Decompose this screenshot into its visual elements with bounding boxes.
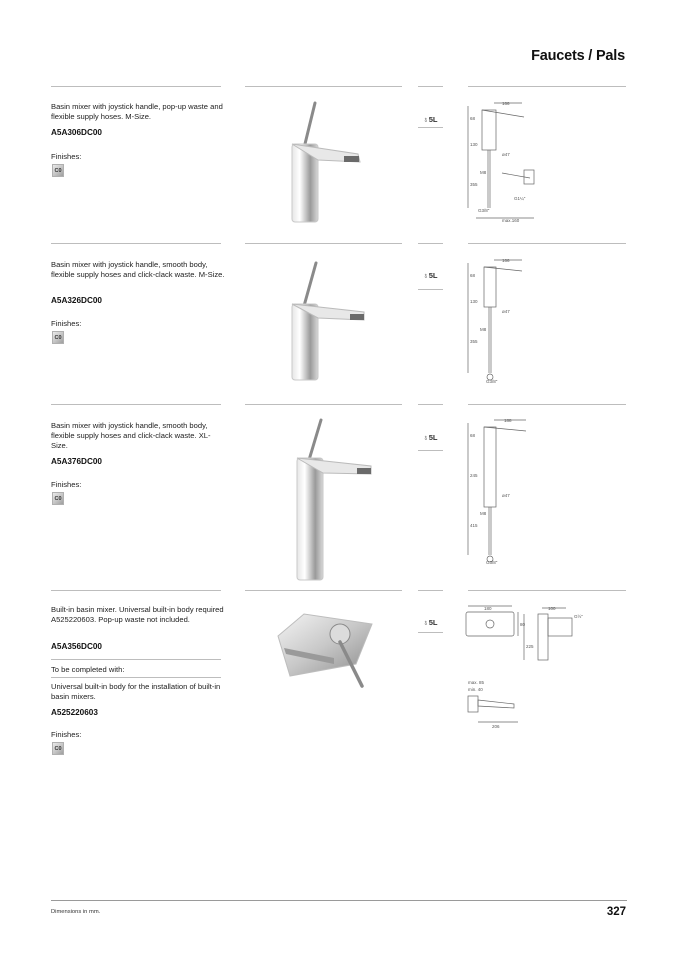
technical-drawing (462, 255, 572, 385)
section-divider (245, 243, 402, 244)
spout-outlet (344, 156, 359, 162)
finish-swatch[interactable]: C0 (52, 164, 64, 177)
product-photo (285, 418, 380, 583)
product-description: Built-in basin mixer. Universal built-in body required A525220603. Pop-up waste not included. (51, 605, 224, 624)
section-divider (51, 86, 221, 87)
svg-text:max.160: max.160 (502, 218, 520, 223)
finish-swatch[interactable]: C0 (52, 742, 64, 755)
svg-text:355: 355 (470, 182, 478, 187)
flow-icon: ♁ (423, 433, 429, 442)
product-description: Basin mixer with joystick handle, pop-up waste and flexible supply hoses. M-Size. (51, 102, 223, 121)
page-number: 327 (606, 906, 626, 918)
complement-description: Universal built-in body for the installation of built-in basin mixers. (51, 682, 221, 701)
finish-swatch[interactable]: C0 (52, 331, 64, 344)
svg-text:166: 166 (502, 101, 510, 106)
badge-divider (418, 632, 443, 633)
svg-text:G3/8": G3/8" (478, 208, 490, 213)
footer-note: Dimensions in mm. (51, 909, 101, 915)
product-code: A5A306DC00 (51, 128, 102, 137)
product-description: Basin mixer with joystick handle, smooth body, flexible supply hoses and click-clack waste. M-Size. (51, 260, 225, 279)
svg-text:M8: M8 (480, 170, 487, 175)
svg-text:68: 68 (470, 116, 476, 121)
svg-text:166: 166 (502, 258, 510, 263)
product-description: Basin mixer with joystick handle, smooth body, flexible supply hoses and click-clack waste. XL-Size. (51, 421, 211, 450)
finish-swatch[interactable]: C0 (52, 492, 64, 505)
section-divider (418, 404, 443, 405)
svg-text:G3/8": G3/8" (486, 379, 498, 384)
complement-code: A525220603 (51, 708, 98, 717)
svg-text:80: 80 (520, 622, 526, 627)
svg-text:G1¼": G1¼" (514, 196, 526, 201)
svg-text:M8: M8 (480, 511, 487, 516)
finishes-label: Finishes: (51, 319, 82, 328)
svg-text:M8: M8 (480, 327, 487, 332)
svg-text:188: 188 (504, 418, 512, 423)
badge-divider (418, 450, 443, 451)
svg-text:130: 130 (470, 142, 478, 147)
svg-text:G3/8": G3/8" (486, 560, 498, 565)
svg-text:68: 68 (470, 433, 476, 438)
product-photo (280, 100, 370, 230)
wall-plate (278, 614, 372, 676)
product-code: A5A356DC00 (51, 642, 102, 651)
flow-rate-badge: ♁5L (423, 115, 438, 124)
svg-text:G½": G½" (574, 614, 583, 619)
technical-drawing (462, 415, 572, 565)
svg-text:130: 130 (470, 299, 478, 304)
svg-text:max. 85: max. 85 (468, 680, 485, 685)
flow-icon: ♁ (423, 271, 429, 280)
section-divider (51, 659, 221, 660)
svg-text:355: 355 (470, 339, 478, 344)
faucet-body (297, 458, 323, 580)
joystick-handle (304, 103, 315, 148)
footer-divider (51, 900, 627, 901)
technical-drawing (462, 98, 572, 233)
svg-text:min. 40: min. 40 (468, 687, 483, 692)
section-divider (468, 404, 626, 405)
complement-title: To be completed with: (51, 665, 125, 674)
section-divider (51, 677, 221, 678)
svg-text:ø47: ø47 (502, 152, 510, 157)
flow-icon: ♁ (423, 618, 429, 627)
svg-text:68: 68 (470, 273, 476, 278)
badge-divider (418, 127, 443, 128)
flow-rate-badge: ♁5L (423, 271, 438, 280)
flow-icon: ♁ (423, 115, 429, 124)
svg-text:245: 245 (470, 473, 478, 478)
page-title: Faucets / Pals (531, 48, 625, 64)
product-code: A5A326DC00 (51, 296, 102, 305)
product-code: A5A376DC00 (51, 457, 102, 466)
svg-text:100: 100 (548, 606, 556, 611)
svg-text:180: 180 (484, 606, 492, 611)
section-divider (418, 243, 443, 244)
badge-divider (418, 289, 443, 290)
section-divider (418, 86, 443, 87)
section-divider (51, 404, 221, 405)
finishes-label: Finishes: (51, 152, 82, 161)
svg-text:ø47: ø47 (502, 309, 510, 314)
section-divider (51, 590, 221, 591)
section-divider (51, 243, 221, 244)
section-divider (245, 404, 402, 405)
flow-rate-badge: ♁5L (423, 433, 438, 442)
finishes-label: Finishes: (51, 480, 82, 489)
section-divider (468, 243, 626, 244)
section-divider (418, 590, 443, 591)
product-photo (270, 608, 380, 693)
technical-drawing (462, 600, 597, 740)
section-divider (245, 590, 402, 591)
svg-text:206: 206 (492, 724, 500, 729)
product-photo (280, 260, 370, 385)
finishes-label: Finishes: (51, 730, 82, 739)
section-divider (468, 86, 626, 87)
svg-text:ø47: ø47 (502, 493, 510, 498)
svg-text:415: 415 (470, 523, 478, 528)
flow-rate-badge: ♁5L (423, 618, 438, 627)
section-divider (245, 86, 402, 87)
svg-text:225: 225 (526, 644, 534, 649)
section-divider (468, 590, 626, 591)
